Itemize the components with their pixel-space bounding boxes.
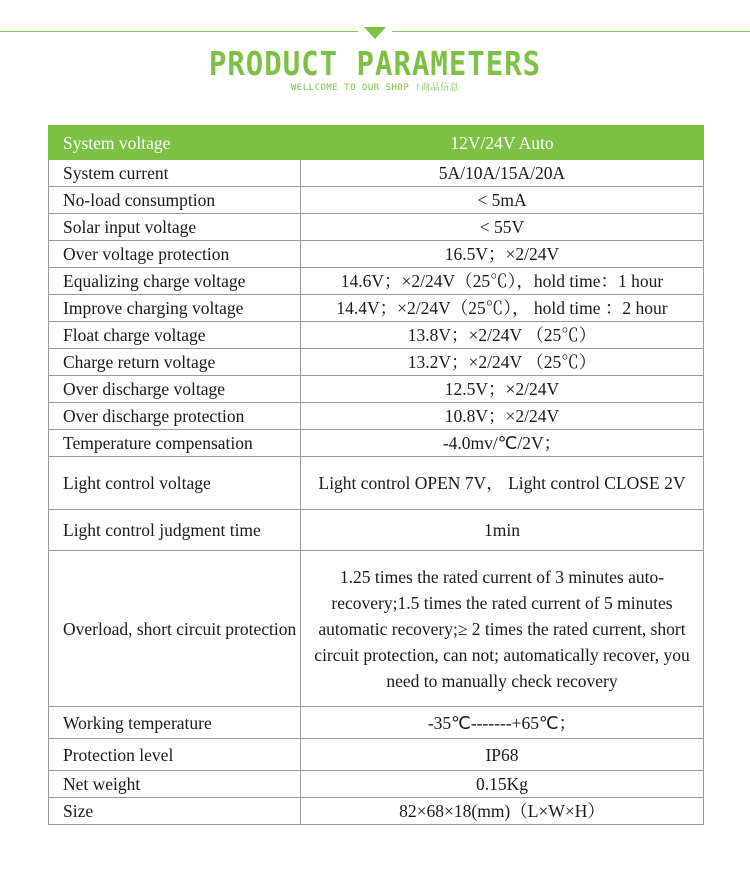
param-value: < 5mA (301, 187, 704, 214)
param-label: Solar input voltage (49, 214, 301, 241)
param-label: System voltage (49, 126, 301, 160)
param-label: Equalizing charge voltage (49, 268, 301, 295)
param-value: 12.5V；×2/24V (301, 376, 704, 403)
table-row (49, 551, 704, 707)
param-value: 13.8V；×2/24V （25℃） (301, 322, 704, 349)
param-label: Light control judgment time (49, 510, 301, 551)
param-value: -35℃-------+65℃； (301, 707, 704, 739)
table-row (49, 457, 704, 510)
table-row (49, 739, 704, 771)
param-value: 16.5V；×2/24V (301, 241, 704, 268)
param-value: 13.2V；×2/24V （25℃） (301, 349, 704, 376)
table-row (49, 295, 704, 322)
param-label: Over discharge voltage (49, 376, 301, 403)
down-triangle-icon (364, 27, 386, 39)
table-row (49, 241, 704, 268)
param-value: 14.6V；×2/24V（25℃），hold time：1 hour (301, 268, 704, 295)
param-value: 12V/24V Auto (301, 126, 704, 160)
table-row (49, 707, 704, 739)
table-header-row (49, 126, 704, 160)
param-label: Temperature compensation (49, 430, 301, 457)
param-label: Over discharge protection (49, 403, 301, 430)
param-label: No-load consumption (49, 187, 301, 214)
page-title: PRODUCT PARAMETERS (208, 44, 542, 84)
table-row (49, 430, 704, 457)
param-value: 10.8V；×2/24V (301, 403, 704, 430)
param-label: Light control voltage (49, 457, 301, 510)
param-value: 1min (301, 510, 704, 551)
table-row (49, 510, 704, 551)
param-value: 14.4V；×2/24V（25℃）， hold time ：2 hour (301, 295, 704, 322)
param-label: System current (49, 160, 301, 187)
param-value: IP68 (301, 739, 704, 771)
param-label: Over voltage protection (49, 241, 301, 268)
table-row (49, 160, 704, 187)
param-value: Light control OPEN 7V， Light control CLOSE 2V (301, 457, 704, 510)
table-row (49, 322, 704, 349)
param-label: Protection level (49, 739, 301, 771)
param-label: Improve charging voltage (49, 295, 301, 322)
parameters-table (48, 125, 704, 825)
page-subtitle: WELLCOME TO OUR SHOP !商品信息 (290, 83, 460, 93)
param-label: Working temperature (49, 707, 301, 739)
param-value: -4.0mv/℃/2V； (301, 430, 704, 457)
param-value: 5A/10A/15A/20A (301, 160, 704, 187)
param-label: Float charge voltage (49, 322, 301, 349)
param-value: 82×68×18(mm)（L×W×H） (301, 798, 704, 825)
table-row (49, 771, 704, 798)
param-value: 1.25 times the rated current of 3 minutes auto-recovery;1.5 times the rated current of 5 minutes automatic recovery;≥ 2 times the rated current, short circuit protection, can not; automatically recover, you need to manually check recovery (301, 551, 704, 707)
param-label: Net weight (49, 771, 301, 798)
table-row (49, 349, 704, 376)
param-value: < 55V (301, 214, 704, 241)
table-row (49, 798, 704, 825)
table-row (49, 268, 704, 295)
param-label: Charge return voltage (49, 349, 301, 376)
table-row (49, 403, 704, 430)
table-row (49, 376, 704, 403)
table-row (49, 187, 704, 214)
param-label: Size (49, 798, 301, 825)
param-label: Overload, short circuit protection (49, 551, 301, 707)
param-value: 0.15Kg (301, 771, 704, 798)
table-row (49, 214, 704, 241)
